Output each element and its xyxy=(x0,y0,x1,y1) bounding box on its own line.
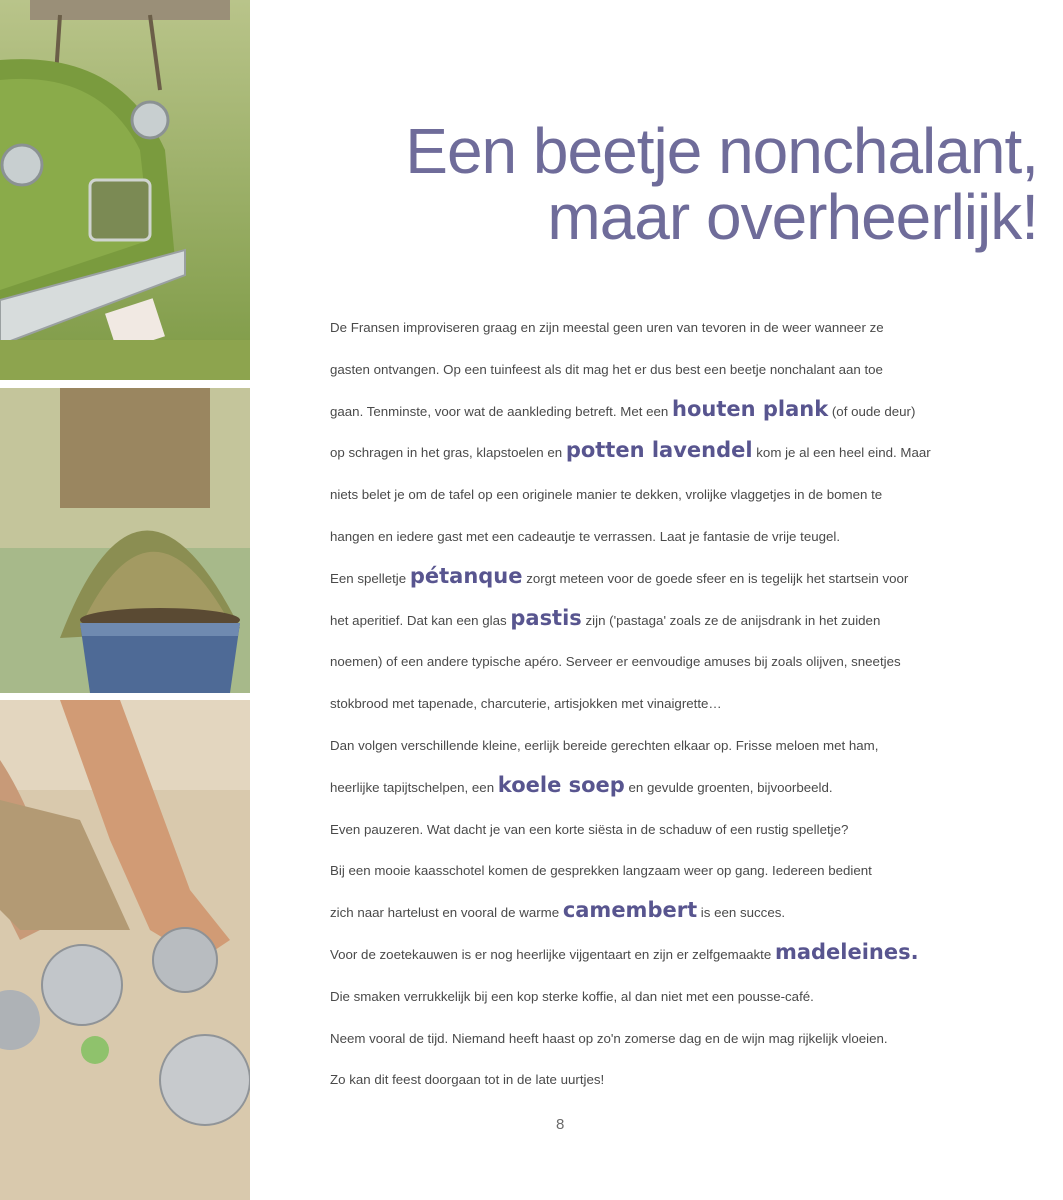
page-title xyxy=(278,115,1038,253)
title-line-2: maar overheerlijk! xyxy=(547,181,1038,253)
page-number: 8 xyxy=(556,1116,565,1133)
body-text: en gevulde groenten, bijvoorbeeld. xyxy=(624,779,833,795)
body-text: is een succes. xyxy=(697,905,786,921)
body-text: zich naar hartelust en vooral de warme xyxy=(330,905,563,921)
highlight-pastis: pastis xyxy=(510,605,582,630)
body-line xyxy=(330,767,1030,809)
body-line: niets belet je om de tafel op een originele manier te dekken, vrolijke vlaggetjes in de bomen te xyxy=(330,487,883,503)
body-line: De Fransen improviseren graag en zijn meestal geen uren van tevoren in de weer wanneer ze xyxy=(330,320,884,335)
highlight-camembert: camembert xyxy=(562,898,698,923)
body-text: (of oude deur) xyxy=(828,403,916,419)
body-line: Dan volgen verschillende kleine, eerlijk bereide gerechten elkaar op. Frisse meloen met ham, xyxy=(330,737,879,753)
body-line: gasten ontvangen. Op een tuinfeest als dit mag het er dus best een beetje nonchalant aan toe xyxy=(330,361,883,377)
body-line: stokbrood met tapenade, charcuterie, artisjokken met vinaigrette… xyxy=(330,696,722,712)
body-line: Neem vooral de tijd. Niemand heeft haast op zo'n zomerse dag en de wijn mag rijkelijk vloeien. xyxy=(330,1030,888,1046)
body-line: hangen en iedere gast met een cadeautje te verrassen. Laat je fantasie de vrije teugel. xyxy=(330,528,841,544)
body-line xyxy=(330,600,1030,642)
body-line xyxy=(330,892,1030,934)
body-text: kom je al een heel eind. Maar xyxy=(752,445,931,461)
body-line xyxy=(330,391,1030,433)
article-body xyxy=(330,307,1030,1101)
body-text: het aperitief. Dat kan een glas xyxy=(330,612,511,628)
body-line: Zo kan dit feest doorgaan tot in de late uurtjes! xyxy=(330,1072,605,1088)
body-text: Voor de zoetekauwen is er nog heerlijke vijgentaart en zijn er zelfgemaakte xyxy=(330,946,775,962)
body-line: Even pauzeren. Wat dacht je van een korte siësta in de schaduw of een rustig spelletje? xyxy=(330,821,849,837)
title-line-1: Een beetje nonchalant, xyxy=(405,115,1038,187)
body-line: Bij een mooie kaasschotel komen de gesprekken langzaam weer op gang. Iedereen bedient xyxy=(330,863,872,879)
body-text: zijn ('pastaga' zoals ze de anijsdrank in het zuiden xyxy=(581,612,881,628)
body-text: zorgt meteen voor de goede sfeer en is tegelijk het startsein voor xyxy=(522,570,909,586)
body-line: Die smaken verrukkelijk bij een kop sterke koffie, al dan niet met een pousse-café. xyxy=(330,988,814,1004)
photo-strip xyxy=(0,0,250,1200)
green-car-photo xyxy=(0,0,250,380)
body-line xyxy=(330,558,1030,600)
petanque-balls-photo xyxy=(0,700,250,1200)
highlight-houten-plank: houten plank xyxy=(672,396,829,421)
highlight-koele-soep: koele soep xyxy=(497,772,625,797)
body-line xyxy=(330,432,1030,474)
body-line: noemen) of een andere typische apéro. Serveer er eenvoudige amuses bij zoals olijven, sneetjes xyxy=(330,654,901,670)
highlight-potten-lavendel: potten lavendel xyxy=(565,438,753,463)
body-text: op schragen in het gras, klapstoelen en xyxy=(330,445,566,461)
body-text: heerlijke tapijtschelpen, een xyxy=(330,779,498,795)
highlight-madeleines: madeleines. xyxy=(774,939,919,964)
body-text: gaan. Tenminste, voor wat de aankleding betreft. Met een xyxy=(330,403,672,419)
lavender-pot-photo xyxy=(0,388,250,693)
highlight-petanque: pétanque xyxy=(409,563,523,588)
body-text: Een spelletje xyxy=(330,570,410,586)
body-line xyxy=(330,934,1030,976)
